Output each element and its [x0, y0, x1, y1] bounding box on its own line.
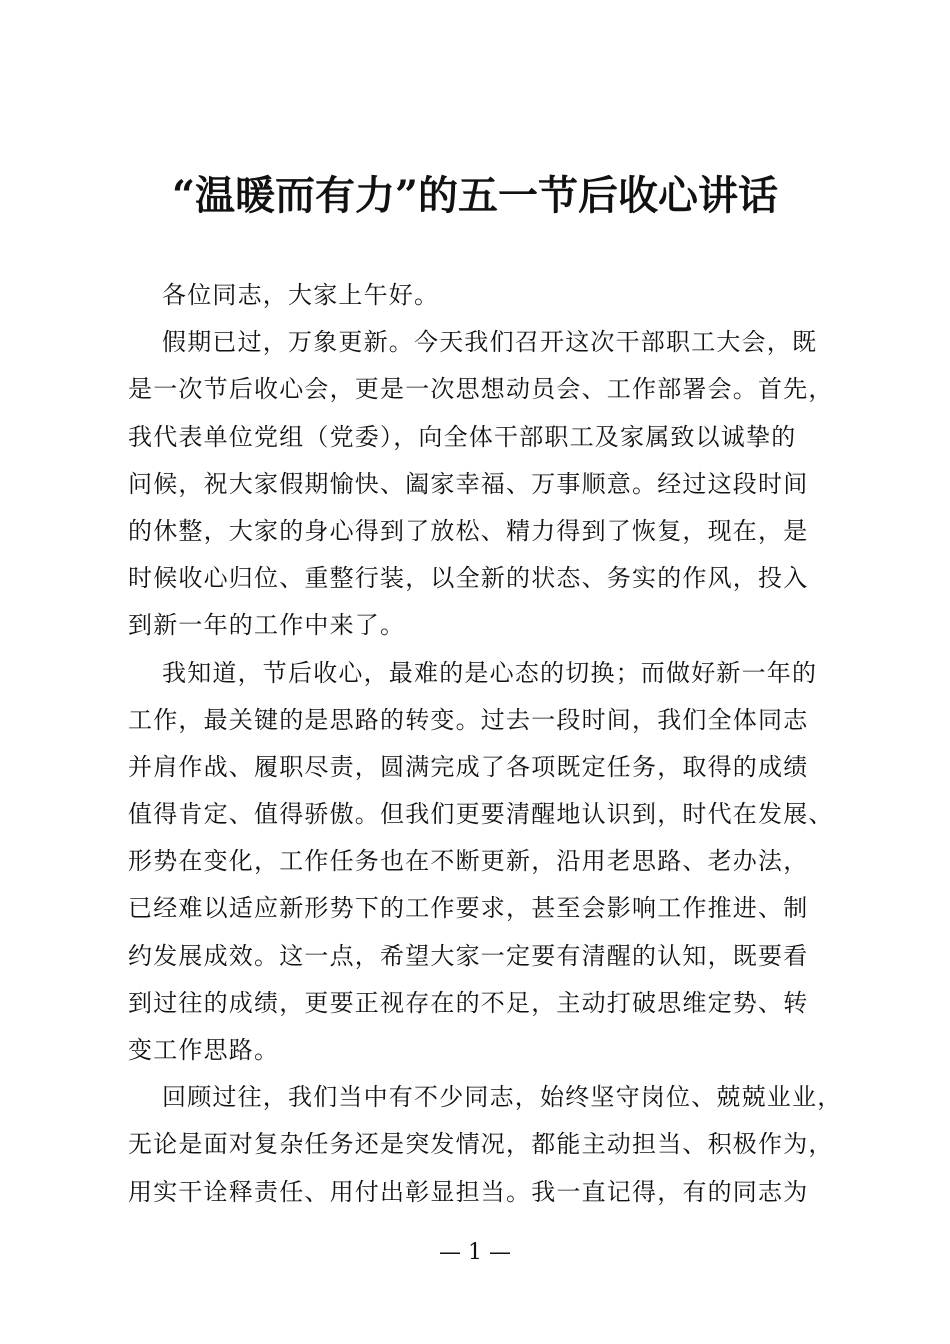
paragraph-line: 形势在变化，工作任务也在不断更新，沿用老思路、老办法， — [128, 847, 809, 876]
page-number: — 1 — — [439, 1240, 511, 1265]
paragraph-line: 用实干诠释责任、用付出彰显担当。我一直记得，有的同志为 — [128, 1177, 809, 1206]
paragraph-line: 约发展成效。这一点，希望大家一定要有清醒的认知，既要看 — [128, 941, 809, 970]
paragraph-line: 各位同志，大家上午好。 — [162, 281, 440, 309]
paragraph-line: 无论是面对复杂任务还是突发情况，都能主动担当、积极作为， — [128, 1130, 834, 1159]
document-body — [128, 272, 848, 1216]
paragraph-line: 值得肯定、值得骄傲。但我们更要清醒地认识到，时代在发展、 — [128, 800, 834, 829]
paragraph-line: 已经难以适应新形势下的工作要求，甚至会影响工作推进、制 — [128, 894, 809, 923]
paragraph-line: 工作，最关键的是思路的转变。过去一段时间，我们全体同志 — [128, 705, 809, 734]
paragraph-line: 并肩作战、履职尽责，圆满完成了各项既定任务，取得的成绩 — [128, 752, 809, 781]
document-title: “温暖而有力”的五一节后收心讲话 — [171, 172, 778, 219]
paragraph-line: 时候收心归位、重整行装，以全新的状态、务实的作风，投入 — [128, 564, 809, 593]
paragraph-line: 问候，祝大家假期愉快、阖家幸福、万事顺意。经过这段时间 — [128, 469, 809, 498]
paragraph-line: 是一次节后收心会，更是一次思想动员会、工作部署会。首先， — [128, 375, 834, 404]
paragraph-line: 回顾过往，我们当中有不少同志，始终坚守岗位、兢兢业业， — [162, 1083, 843, 1112]
paragraph-line: 我代表单位党组（党委），向全体干部职工及家属致以诚挚的 — [128, 422, 797, 451]
paragraph-line: 假期已过，万象更新。今天我们召开这次干部职工大会，既 — [162, 328, 818, 357]
paragraph-line: 的休整，大家的身心得到了放松、精力得到了恢复，现在，是 — [128, 516, 809, 545]
paragraph-line: 到新一年的工作中来了。 — [128, 611, 406, 640]
paragraph-line: 我知道，节后收心，最难的是心态的切换；而做好新一年的 — [162, 658, 818, 687]
paragraph-line: 变工作思路。 — [128, 1036, 280, 1064]
paragraph-line: 到过往的成绩，更要正视存在的不足，主动打破思维定势、转 — [128, 988, 809, 1017]
